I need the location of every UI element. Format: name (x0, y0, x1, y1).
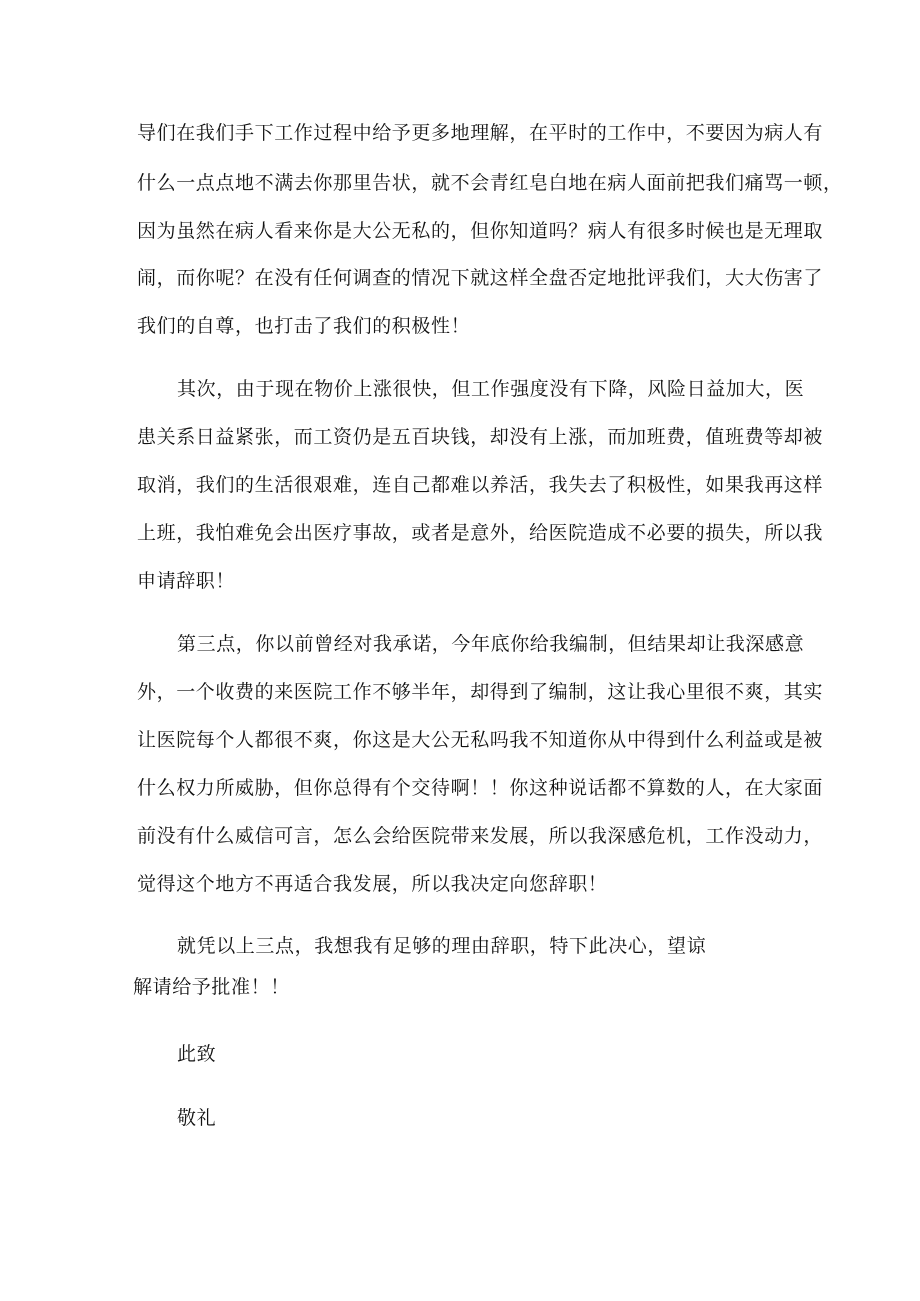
paragraph-3-line-5: 前没有什么威信可言，怎么会给医院带来发展，所以我深感危机，工作没动力， (137, 825, 824, 847)
paragraph-3-line-2: 外，一个收费的来医院工作不够半年，却得到了编制，这让我心里很不爽，其实 (137, 681, 824, 703)
paragraph-2-line-1: 其次，由于现在物价上涨很快，但工作强度没有下降，风险日益加大，医 (177, 378, 805, 400)
closing-respect: 敬礼 (177, 1107, 217, 1129)
paragraph-2-line-3: 取消，我们的生活很艰难，连自己都难以养活，我失去了积极性，如果我再这样 (137, 474, 824, 496)
paragraph-2-line-5: 申请辞职！ (137, 570, 236, 592)
paragraph-3-line-6: 觉得这个地方不再适合我发展，所以我决定向您辞职！ (137, 873, 608, 895)
closing-salutation: 此致 (177, 1043, 217, 1065)
paragraph-1-line-5: 我们的自尊，也打击了我们的积极性！ (137, 315, 471, 337)
paragraph-4-line-1: 就凭以上三点，我想我有足够的理由辞职，特下此决心，望谅 (177, 935, 707, 957)
paragraph-1-line-1: 导们在我们手下工作过程中给予更多地理解，在平时的工作中，不要因为病人有 (137, 122, 824, 144)
paragraph-1-line-3: 因为虽然在病人看来你是大公无私的，但你知道吗？病人有很多时候也是无理取 (137, 220, 824, 242)
paragraph-3-line-1: 第三点，你以前曾经对我承诺，今年底你给我编制，但结果却让我深感意 (177, 633, 805, 655)
paragraph-1-line-2: 什么一点点地不满去你那里告状，就不会青红皂白地在病人面前把我们痛骂一顿， (137, 172, 843, 194)
paragraph-3-line-3: 让医院每个人都很不爽，你这是大公无私吗我不知道你从中得到什么利益或是被 (137, 729, 824, 751)
paragraph-1-line-4: 闹，而你呢？在没有任何调查的情况下就这样全盘否定地批评我们，大大伤害了 (137, 267, 824, 289)
paragraph-3-line-4: 什么权力所威胁，但你总得有个交待啊！！你这种说话都不算数的人，在大家面 (137, 777, 824, 799)
paragraph-2-line-4: 上班，我怕难免会出医疗事故，或者是意外，给医院造成不必要的损失，所以我 (137, 522, 824, 544)
paragraph-2-line-2: 患关系日益紧张，而工资仍是五百块钱，却没有上涨，而加班费，值班费等却被 (137, 426, 824, 448)
paragraph-4-line-2: 解请给予批准！！ (133, 976, 290, 998)
